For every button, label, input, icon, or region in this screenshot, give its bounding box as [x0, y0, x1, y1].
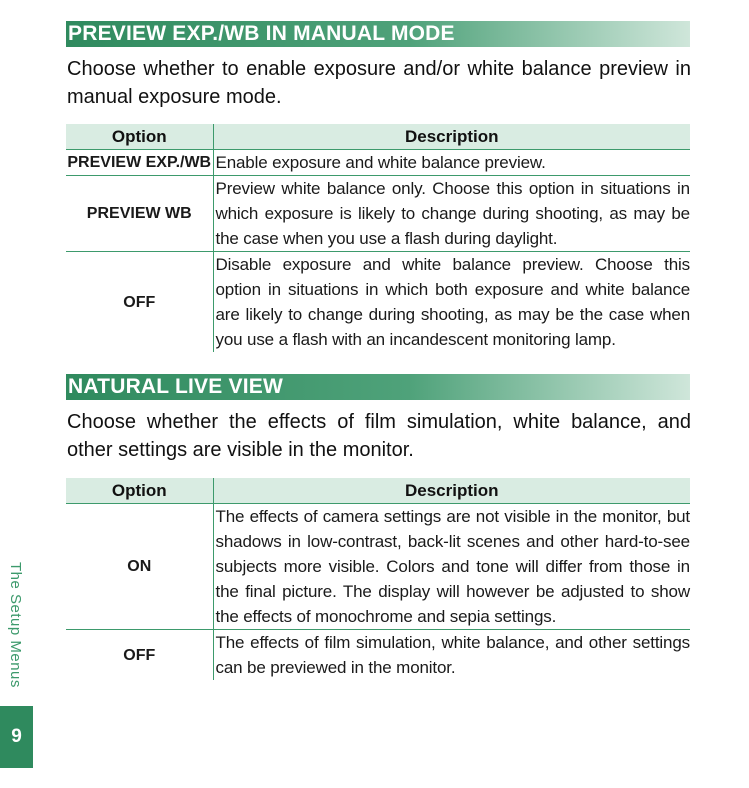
column-header-option: Option — [66, 124, 213, 150]
page-number: 9 — [0, 706, 33, 768]
option-name: ON — [66, 504, 213, 630]
option-name: PREVIEW WB — [66, 176, 213, 252]
option-description: Preview white balance only. Choose this option in situations in which exposure is likely to change during shooting, as may be the case when you use a flash during daylight. — [213, 176, 690, 252]
table-header-row — [66, 478, 690, 504]
option-description: Enable exposure and white balance preview. — [213, 150, 690, 176]
table-row — [66, 252, 690, 353]
section-intro-natural-live-view: Choose whether the effects of film simulation, white balance, and other settings are visible in the monitor. — [67, 411, 691, 461]
table-row — [66, 150, 690, 176]
option-description: The effects of camera settings are not visible in the monitor, but shadows in low-contrast, back-lit scenes and other hard-to-see subjects more visible. Colors and tone will differ from those in the final picture. The display will however be adjusted to show the effects of monochrome and sepia settings. — [213, 504, 690, 630]
section-intro-preview-exp-wb: Choose whether to enable exposure and/or white balance preview in manual exposure mode. — [67, 58, 691, 108]
option-name: OFF — [66, 630, 213, 681]
table-row — [66, 630, 690, 681]
table-row — [66, 176, 690, 252]
options-table-preview-exp-wb — [66, 124, 690, 352]
chapter-label: The Setup Menus — [7, 562, 24, 688]
column-header-option: Option — [66, 478, 213, 504]
section-title-natural-live-view: NATURAL LIVE VIEW — [66, 374, 690, 400]
chapter-side-tab — [0, 0, 32, 788]
table-header-row — [66, 124, 690, 150]
section-title-preview-exp-wb: PREVIEW EXP./WB IN MANUAL MODE — [66, 21, 690, 47]
option-name: OFF — [66, 252, 213, 353]
column-header-description: Description — [213, 478, 690, 504]
option-name: PREVIEW EXP./WB — [66, 150, 213, 176]
column-header-description: Description — [213, 124, 690, 150]
option-description: Disable exposure and white balance preview. Choose this option in situations in which both exposure and white balance are likely to change during shooting, as may be the case when you use a flash with an incandescent monitoring lamp. — [215, 255, 690, 349]
options-table-natural-live-view — [66, 478, 690, 680]
option-description: The effects of film simulation, white balance, and other settings can be previewed in the monitor. — [215, 633, 690, 677]
table-row — [66, 504, 690, 630]
